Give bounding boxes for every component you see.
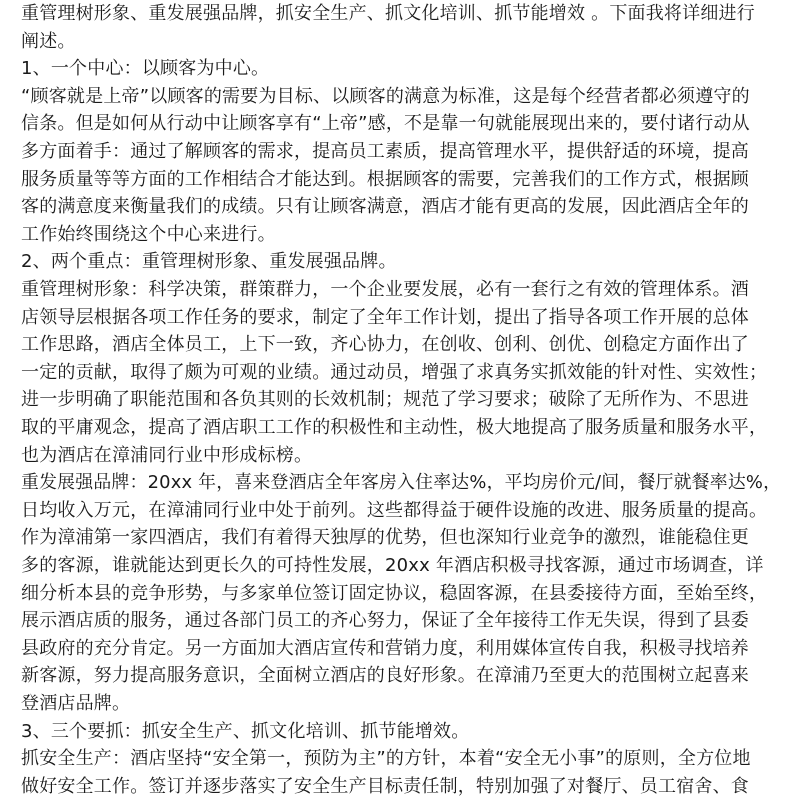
text-line: 阐述。 <box>21 30 76 52</box>
text-line: 细分析本县的竞争形势，与多家单位签订固定协议，稳固客源，在县委接待方面，至始至终， <box>21 582 768 604</box>
text-line: 做好安全工作。签订并逐步落实了安全生产目标责任制，特别加强了对餐厅、员工宿舍、食 <box>21 775 749 797</box>
text-line: 县政府的充分肯定。另一方面加大酒店宣传和营销力度，利用媒体宣传自我，积极寻找培养 <box>21 637 749 659</box>
section-heading: 2、两个重点：重管理树形象、重发展强品牌。 <box>21 251 397 273</box>
text-line: 信条。但是如何从行动中让顾客享有“上帝”感，不是靠一句就能展现出来的，要付诸行动从 <box>21 113 750 135</box>
text-line: 重管理树形象、重发展强品牌，抓安全生产、抓文化培训、抓节能增效 。下面我将详细进行 <box>21 3 755 24</box>
text-line: 日均收入万元，在漳浦同行业中处于前列。这些都得益于硬件设施的改进、服务质量的提高。 <box>21 499 768 521</box>
text-line: 重管理树形象：科学决策，群策群力，一个企业要发展，必有一套行之有效的管理体系。酒 <box>21 279 749 300</box>
text-line: 多的客源，谁就能达到更长久的可持性发展，20xx 年酒店积极寻找客源，通过市场调查，详 <box>21 555 764 576</box>
text-line: 抓安全生产：酒店坚持“安全第一，预防为主”的方针，本着“安全无小事”的原则，全方位地 <box>21 748 751 770</box>
text-line: 工作思路，酒店全体员工，上下一致，齐心协力，在创收、创利、创优、创稳定方面作出了 <box>21 334 749 356</box>
section-heading: 3、三个要抓：抓安全生产、抓文化培训、抓节能增效。 <box>21 720 470 742</box>
text-line: 新客源，努力提高服务意识，全面树立酒店的良好形象。在漳浦乃至更大的范围树立起喜来 <box>21 665 749 687</box>
text-line: 重发展强品牌：20xx 年，喜来登酒店全年客房入住率达%，平均房价元/间，餐厅就餐率达%， <box>21 472 782 494</box>
text-line: 客的满意度来衡量我们的成绩。只有让顾客满意，酒店才能有更高的发展，因此酒店全年的 <box>21 196 749 218</box>
text-line: 店领导层根据各项工作任务的要求，制定了全年工作计划，提出了指导各项工作开展的总体 <box>21 306 749 328</box>
text-line: 工作始终围绕这个中心来进行。 <box>21 223 276 245</box>
text-line: 登酒店品牌。 <box>21 693 131 714</box>
text-line: 一定的贡献，取得了颇为可观的业绩。通过动员，增强了求真务实抓效能的针对性、实效性； <box>21 361 768 383</box>
text-line: “顾客就是上帝”以顾客的需要为目标、以顾客的满意为标准，这是每个经营者都必须遵守的 <box>21 85 750 107</box>
text-line: 取的平庸观念，提高了酒店职工工作的积极性和主动性，极大地提高了服务质量和服务水平， <box>21 417 768 438</box>
text-line: 展示酒店质的服务，通过各部门员工的齐心努力，保证了全年接待工作无失误，得到了县委 <box>21 610 749 632</box>
text-line: 多方面着手：通过了解顾客的需求，提高员工素质，提高管理水平，提供舒适的环境，提高 <box>21 141 749 162</box>
text-line: 服务质量等等方面的工作相结合才能达到。根据顾客的需要，完善我们的工作方式，根据顾 <box>21 168 749 190</box>
text-line: 进一步明确了职能范围和各负其则的长效机制；规范了学习要求；破除了无所作为、不思进 <box>21 389 749 411</box>
text-line: 也为酒店在漳浦同行业中形成标榜。 <box>21 444 313 466</box>
section-heading: 1、一个中心：以顾客为中心。 <box>21 58 270 80</box>
text-line: 作为漳浦第一家四酒店，我们有着得天独厚的优势，但也深知行业竞争的激烈，谁能稳住更 <box>21 527 749 549</box>
